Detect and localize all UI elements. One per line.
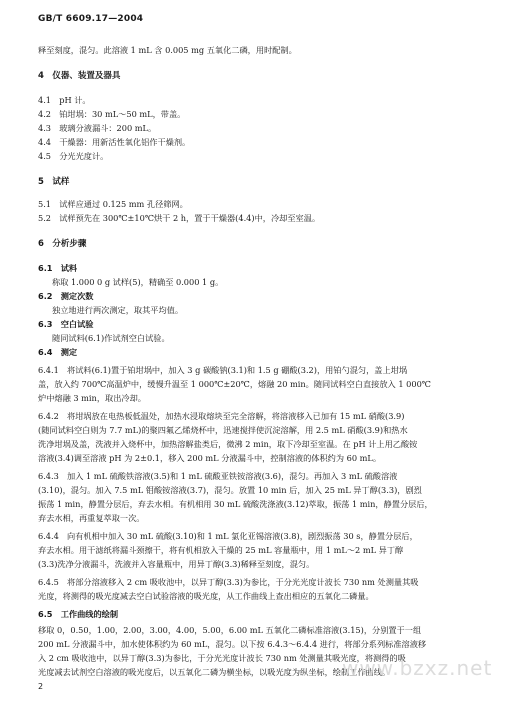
text-line: 入 2 cm 吸收池中，以异丁醇(3.3)为参比，于分光光度计波长 730 nm 处测量其吸光度，将测得的吸: [38, 653, 406, 663]
watermark: www.bzxz.net: [342, 656, 493, 680]
text-line: 盖，放入约 700℃高温炉中，缓慢升温至 1 000℃±20℃，熔融 20 min。随同试料空白直接放入 1 000℃: [38, 379, 431, 389]
text-line: 6.4.2 将坩埚放在电热板低温处，加热水浸取熔块至完全溶解，将溶液移入已加有 15 mL 硝酸(3.9): [38, 411, 405, 421]
text-line: 4.3 玻璃分液漏斗：200 mL。: [38, 123, 157, 133]
text-line: (3.10)，混匀。加入 7.5 mL 钼酸铵溶液(3.7)，混匀。放置 10 min 后，加入 25 mL 异丁醇(3.3)，剧烈: [38, 485, 422, 495]
text-line: 移取 0，0.50，1.00，2.00，3.00，4.00，5.00，6.00 mL 五氧化二磷标准溶液(3.15)，分别置于一组: [38, 625, 422, 635]
text-line: 随同试料(6.1)作试剂空白试验。: [52, 333, 170, 343]
text-line: (3.3)洗净分液漏斗，洗液并入容量瓶中，用异丁醇(3.3)稀释至刻度，混匀。: [38, 559, 315, 569]
text-line: 6.4.4 向有机相中加入 30 mL 硫酸(3.10)和 1 mL 氯化亚锡溶液(3.8)，剧烈振荡 30 s，静置分层后，: [38, 531, 418, 541]
standard-number-header: GB/T 6609.17—2004: [38, 14, 144, 24]
text-line: 5.1 试样应通过 0.125 mm 孔径筛网。: [38, 199, 188, 209]
text-line: 4.5 分光光度计。: [38, 151, 109, 161]
text-line: 200 mL 分液漏斗中，加水使体积约为 60 mL，混匀。以下按 6.4.3～6.4.4 进行，将部分系列标准溶液移: [38, 639, 427, 649]
text-line: 弃去水相，再重复萃取一次。: [38, 513, 145, 523]
subsection-heading: 6.1 试料: [38, 263, 78, 273]
section-heading: 5 试样: [38, 177, 70, 187]
page-number: 2: [38, 682, 44, 691]
subsection-heading: 6.3 空白试验: [38, 319, 94, 329]
text-line: 6.4.5 将部分溶液移入 2 cm 吸收池中，以异丁醇(3.3)为参比，于分光光度计波长 730 nm 处测量其吸: [38, 577, 419, 587]
text-line: 振荡 1 min，静置分层后，弃去水相。有机相用 30 mL 硫酸洗涤液(3.12)萃取，振荡 1 min，静置分层后，: [38, 499, 433, 509]
subsection-heading: 6.4 测定: [38, 347, 78, 357]
subsection-heading: 6.5 工作曲线的绘制: [38, 609, 119, 619]
section-heading: 4 仪器、装置及器具: [38, 71, 121, 81]
text-line: 洗净坩埚及盖，洗液并入烧杯中，加热溶解盐类后，微沸 2 min，取下冷却至室温。在 pH 计上用乙酸铵: [38, 439, 418, 449]
section-heading: 6 分析步骤: [38, 239, 87, 249]
text-line: 炉中熔融 3 min，取出冷却。: [38, 393, 146, 403]
text-line: 4.1 pH 计。: [38, 95, 91, 105]
text-line: 溶液(3.4)调至溶液 pH 为 2±0.1，移入 200 mL 分液漏斗中，控制溶液的体积约为 60 mL。: [38, 453, 382, 463]
text-line: 弃去水相。用干滤纸将漏斗颈擦干，将有机相放入干燥的 25 mL 容量瓶中，用 1 mL～2 mL 异丁醇: [38, 545, 404, 555]
text-line: (随同试料空白则为 7.7 mL)的聚四氟乙烯烧杯中，迅速搅拌使沉淀溶解，用 2.5 mL 硝酸(3.9)和热水: [38, 425, 408, 435]
text-line: 光度减去试剂空白溶液的吸光度后，以五氧化二磷为横坐标，以吸光度为纵坐标，绘制工作曲线。: [38, 667, 391, 677]
text-line: 5.2 试样预先在 300℃±10℃烘干 2 h，置于干燥器(4.4)中，冷却至室温。: [38, 213, 321, 223]
text-line: 6.4.3 加入 1 mL 硫酸铁溶液(3.5)和 1 mL 硫酸亚铁铵溶液(3.6)，混匀。再加入 3 mL 硫酸溶液: [38, 471, 398, 481]
text-line: 称取 1.000 0 g 试样(5)，精确至 0.000 1 g。: [52, 277, 224, 287]
text-line: 独立地进行两次测定，取其平均值。: [52, 305, 184, 315]
text-line: 光度，将测得的吸光度减去空白试验溶液的吸光度，从工作曲线上查出相应的五氧化二磷量。: [38, 591, 374, 601]
text-line: 4.4 干燥器：用新活性氧化铝作干燥剂。: [38, 137, 191, 147]
text-line: 4.2 铂坩埚：30 mL～50 mL，带盖。: [38, 109, 186, 119]
text-line: 6.4.1 将试料(6.1)置于铂坩埚中，加入 3 g 碳酸钠(3.1)和 1.5 g 硼酸(3.2)，用铂勺混匀，盖上坩埚: [38, 365, 408, 375]
subsection-heading: 6.2 测定次数: [38, 291, 94, 301]
text-line: 释至刻度，混匀。此溶液 1 mL 含 0.005 mg 五氧化二磷，用时配制。: [38, 45, 297, 55]
